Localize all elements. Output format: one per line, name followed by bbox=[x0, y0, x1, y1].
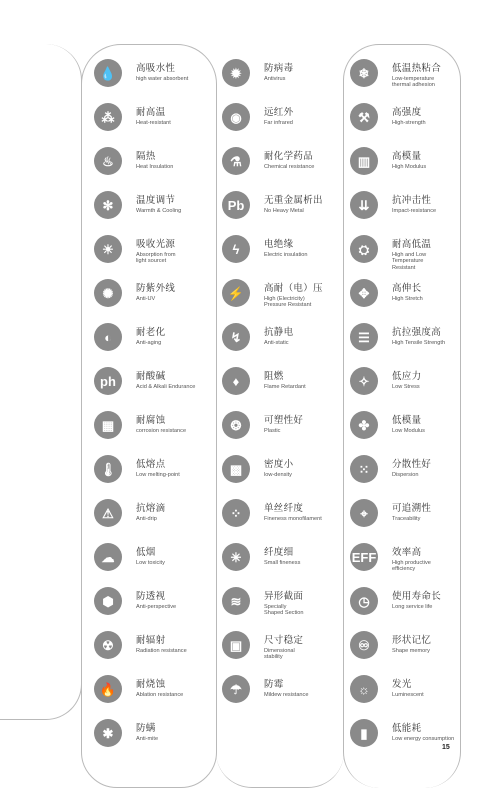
feature-name-en: Dimensional stability bbox=[264, 648, 295, 661]
anti-drip-icon: ⚠ bbox=[94, 499, 122, 527]
virus-icon: ✹ bbox=[222, 59, 250, 87]
traceability-icon: ⌖ bbox=[350, 499, 378, 527]
feature-name-cn: 高吸水性 bbox=[136, 63, 176, 74]
feature-name-en: Plastic bbox=[264, 428, 281, 434]
feature-name-en: Anti-drip bbox=[136, 516, 157, 522]
clock-icon: ◷ bbox=[350, 587, 378, 615]
feature-name-cn: 防紫外线 bbox=[136, 283, 176, 294]
feature-name-cn: 使用寿命长 bbox=[392, 591, 442, 602]
feature-name-en: Fineness monofilament bbox=[264, 516, 322, 522]
feature-name-en: Radiation resistance bbox=[136, 648, 187, 654]
corrosion-icon: ▦ bbox=[94, 411, 122, 439]
feature-name-cn: 抗拉强度高 bbox=[392, 327, 442, 338]
feature-name-cn: 耐高低温 bbox=[392, 239, 432, 250]
uv-shield-icon: ✺ bbox=[94, 279, 122, 307]
feature-name-en: corrosion resistance bbox=[136, 428, 187, 434]
high-voltage-icon: ⚡ bbox=[222, 279, 250, 307]
feature-name-en: Impact-resistance bbox=[392, 208, 437, 214]
feature-name-cn: 高模量 bbox=[392, 151, 422, 162]
shape-memory-icon: ♾ bbox=[350, 631, 378, 659]
feature-name-cn: 低烟 bbox=[136, 547, 156, 558]
low-temp-bond-icon: ❄ bbox=[350, 59, 378, 87]
feature-name-cn: 吸收光源 bbox=[136, 239, 176, 250]
feature-name-en: Traceability bbox=[392, 516, 421, 522]
feature-name-en: High productive efficiency bbox=[392, 560, 431, 573]
ablation-fire-icon: 🔥 bbox=[94, 675, 122, 703]
feature-name-cn: 耐老化 bbox=[136, 327, 166, 338]
feature-name-cn: 温度调节 bbox=[136, 195, 176, 206]
feature-name-en: Specially Shaped Section bbox=[264, 604, 304, 617]
feature-name-cn: 高耐（电）压 bbox=[264, 283, 323, 294]
feature-name-en: Far infrared bbox=[264, 120, 293, 126]
tensile-icon: ☰ bbox=[350, 323, 378, 351]
flame-retardant-icon: ♦ bbox=[222, 367, 250, 395]
feature-name-en: Mildew resistance bbox=[264, 692, 309, 698]
low-stress-icon: ✧ bbox=[350, 367, 378, 395]
feature-name-cn: 抗冲击性 bbox=[392, 195, 432, 206]
feature-name-en: Anti-mite bbox=[136, 736, 159, 742]
feature-name-cn: 可塑性好 bbox=[264, 415, 304, 426]
shaped-section-icon: ≋ bbox=[222, 587, 250, 615]
mite-icon: ✱ bbox=[94, 719, 122, 747]
electric-insulation-icon: ϟ bbox=[222, 235, 250, 263]
feature-name-en: high water absorbent bbox=[136, 76, 189, 82]
feature-name-cn: 耐辐射 bbox=[136, 635, 166, 646]
feature-name-en: Anti-perspective bbox=[136, 604, 177, 610]
feature-name-cn: 远红外 bbox=[264, 107, 294, 118]
feature-name-cn: 防透视 bbox=[136, 591, 166, 602]
feature-name-cn: 异形截面 bbox=[264, 591, 304, 602]
feature-name-en: Antivirus bbox=[264, 76, 286, 82]
feature-name-en: Flame Retardant bbox=[264, 384, 306, 390]
feature-name-cn: 密度小 bbox=[264, 459, 294, 470]
feature-name-cn: 防霉 bbox=[264, 679, 284, 690]
feature-name-cn: 抗静电 bbox=[264, 327, 294, 338]
feature-name-en: Anti-UV bbox=[136, 296, 156, 302]
feature-name-cn: 低模量 bbox=[392, 415, 422, 426]
feature-name-en: Low-temperature thermal adhesion bbox=[392, 76, 435, 89]
chemical-icon: ⚗ bbox=[222, 147, 250, 175]
hammer-icon: ⚒ bbox=[350, 103, 378, 131]
feature-name-en: Absorption from light sourcet bbox=[136, 252, 176, 265]
impact-icon: ⇊ bbox=[350, 191, 378, 219]
feature-name-en: High Modulus bbox=[392, 164, 427, 170]
smoke-icon: ☁ bbox=[94, 543, 122, 571]
antistatic-icon: ↯ bbox=[222, 323, 250, 351]
thermometer-icon: 🌡 bbox=[94, 455, 122, 483]
eff-icon: EFF bbox=[350, 543, 378, 571]
flame-icon: ♨ bbox=[94, 147, 122, 175]
feature-name-cn: 低能耗 bbox=[392, 723, 422, 734]
low-modulus-icon: ✤ bbox=[350, 411, 378, 439]
modulus-icon: ▥ bbox=[350, 147, 378, 175]
feature-name-en: Shape memory bbox=[392, 648, 430, 654]
feature-name-en: Luminescent bbox=[392, 692, 424, 698]
no-heavy-metal-icon: Pb bbox=[222, 191, 250, 219]
feature-name-en: Electric insulation bbox=[264, 252, 308, 258]
feature-name-en: Low toxicity bbox=[136, 560, 165, 566]
feature-name-en: Low melting-point bbox=[136, 472, 180, 478]
feature-name-en: Low Modulus bbox=[392, 428, 425, 434]
feature-name-cn: 高强度 bbox=[392, 107, 422, 118]
fine-fiber-icon: ✳ bbox=[222, 543, 250, 571]
feature-name-cn: 单丝纤度 bbox=[264, 503, 304, 514]
feature-name-en: High Stretch bbox=[392, 296, 423, 302]
feature-name-en: low-density bbox=[264, 472, 292, 478]
feature-name-en: High Tensile Strength bbox=[392, 340, 446, 346]
feature-name-en: High and Low Temperature Resistant bbox=[392, 252, 427, 271]
feature-name-cn: 电绝缘 bbox=[264, 239, 294, 250]
hexagon-icon: ⬢ bbox=[94, 587, 122, 615]
feature-name-en: Low energy consumption bbox=[392, 736, 455, 742]
aging-icon: ◐ bbox=[94, 323, 122, 351]
feature-name-cn: 高伸长 bbox=[392, 283, 422, 294]
far-infrared-icon: ◉ bbox=[222, 103, 250, 131]
feature-name-en: Anti-aging bbox=[136, 340, 162, 346]
feature-name-cn: 隔热 bbox=[136, 151, 156, 162]
feature-name-en: Acid & Alkali Endurance bbox=[136, 384, 196, 390]
feature-name-cn: 低熔点 bbox=[136, 459, 166, 470]
feature-name-en: Chemical resistance bbox=[264, 164, 315, 170]
feature-name-en: Heat Insulation bbox=[136, 164, 174, 170]
feature-name-en: Small fineness bbox=[264, 560, 301, 566]
temp-range-icon: ⛭ bbox=[350, 235, 378, 263]
feature-name-en: Dispersion bbox=[392, 472, 419, 478]
feature-name-en: Low Stress bbox=[392, 384, 420, 390]
feature-name-cn: 抗熔滴 bbox=[136, 503, 166, 514]
feature-name-en: Heat-resistant bbox=[136, 120, 171, 126]
sun-absorb-icon: ☀ bbox=[94, 235, 122, 263]
feature-name-cn: 低应力 bbox=[392, 371, 422, 382]
feature-name-cn: 无重金属析出 bbox=[264, 195, 323, 206]
monofilament-icon: ⁘ bbox=[222, 499, 250, 527]
feature-name-cn: 纤度细 bbox=[264, 547, 294, 558]
feature-name-cn: 分散性好 bbox=[392, 459, 432, 470]
page-number: 15 bbox=[442, 744, 450, 751]
low-energy-icon: ▮ bbox=[350, 719, 378, 747]
plastic-icon: ❂ bbox=[222, 411, 250, 439]
luminescent-icon: ☼ bbox=[350, 675, 378, 703]
feature-name-en: Ablation resistance bbox=[136, 692, 184, 698]
feature-name-cn: 耐腐蚀 bbox=[136, 415, 166, 426]
feature-name-en: Warmth & Cooling bbox=[136, 208, 182, 214]
dimensional-stability-icon: ▣ bbox=[222, 631, 250, 659]
feature-name-cn: 效率高 bbox=[392, 547, 422, 558]
feature-name-cn: 阻燃 bbox=[264, 371, 284, 382]
feature-name-cn: 防病毒 bbox=[264, 63, 294, 74]
feature-name-cn: 可追溯性 bbox=[392, 503, 432, 514]
feature-name-cn: 发光 bbox=[392, 679, 412, 690]
radiation-icon: ☢ bbox=[94, 631, 122, 659]
feature-name-cn: 尺寸稳定 bbox=[264, 635, 304, 646]
feature-name-cn: 形状记忆 bbox=[392, 635, 432, 646]
decorative-outline bbox=[0, 44, 82, 720]
feature-name-en: High-strength bbox=[392, 120, 426, 126]
feature-name-cn: 耐化学药品 bbox=[264, 151, 314, 162]
feature-name-cn: 防螨 bbox=[136, 723, 156, 734]
feature-name-cn: 耐酸碱 bbox=[136, 371, 166, 382]
feature-name-cn: 低温热粘合 bbox=[392, 63, 442, 74]
density-grid-icon: ▩ bbox=[222, 455, 250, 483]
water-drop-icon: 💧 bbox=[94, 59, 122, 87]
feature-name-cn: 耐高温 bbox=[136, 107, 166, 118]
heat-particles-icon: ⁂ bbox=[94, 103, 122, 131]
mildew-icon: ☂ bbox=[222, 675, 250, 703]
feature-name-en: Long service life bbox=[392, 604, 433, 610]
feature-name-cn: 耐烧蚀 bbox=[136, 679, 166, 690]
feature-name-en: Anti-static bbox=[264, 340, 289, 346]
stretch-arrows-icon: ✥ bbox=[350, 279, 378, 307]
feature-name-en: No Heavy Metal bbox=[264, 208, 304, 214]
dispersion-icon: ⁙ bbox=[350, 455, 378, 483]
ph-icon: ph bbox=[94, 367, 122, 395]
feature-name-en: High (Electricity) Pressure Resistant bbox=[264, 296, 312, 309]
snowflake-sun-icon: ✻ bbox=[94, 191, 122, 219]
